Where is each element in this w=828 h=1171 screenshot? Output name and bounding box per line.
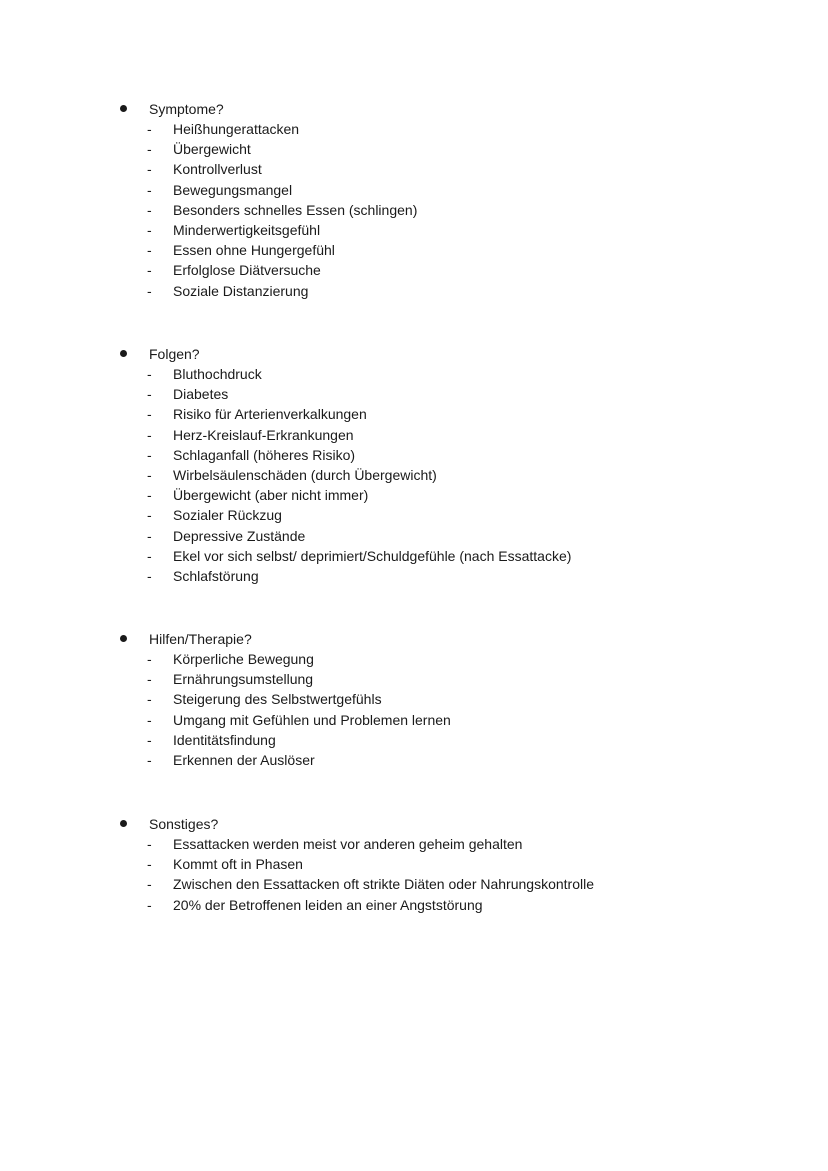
list-item-text: Erkennen der Auslöser	[173, 751, 315, 768]
list-item-text: Herz-Kreislauf-Erkrankungen	[173, 426, 354, 443]
dash-marker: -	[147, 181, 152, 198]
bullet-icon	[120, 635, 127, 642]
list-item	[120, 404, 800, 424]
dash-marker: -	[147, 896, 152, 913]
dash-marker: -	[147, 527, 152, 544]
dash-marker: -	[147, 711, 152, 728]
dash-marker: -	[147, 466, 152, 483]
dash-marker: -	[147, 547, 152, 564]
list-item-text: Heißhungerattacken	[173, 121, 300, 137]
list-item-text: Ernährungsumstellung	[173, 671, 314, 688]
bullet-icon	[120, 350, 127, 357]
list-item	[120, 895, 800, 915]
list-item	[120, 139, 800, 159]
list-item-text: Wirbelsäulenschäden (durch Übergewicht)	[173, 466, 437, 483]
list-item-text: Bluthochdruck	[173, 366, 262, 382]
list-item-text: Soziale Distanzierung	[173, 282, 309, 299]
section-heading	[120, 814, 800, 834]
list-item	[120, 465, 800, 485]
list-item-text: Ekel vor sich selbst/ deprimiert/Schuldgefühle (nach Essattacke)	[173, 547, 572, 564]
list-item	[120, 445, 800, 465]
section-title-sonstiges: Sonstiges?	[149, 816, 219, 832]
dash-marker: -	[147, 242, 152, 259]
section-title-hilfen: Hilfen/Therapie?	[149, 631, 252, 647]
list-item	[120, 159, 800, 179]
list-item	[120, 200, 800, 220]
list-item-text: Bewegungsmangel	[173, 181, 293, 198]
dash-marker: -	[147, 426, 152, 443]
dash-marker: -	[147, 487, 152, 504]
list-item	[120, 710, 800, 730]
list-item	[120, 240, 800, 260]
section-sonstiges	[120, 814, 800, 915]
section-symptome	[120, 99, 800, 301]
list-item	[120, 505, 800, 525]
list-item-text: 20% der Betroffenen leiden an einer Angststörung	[173, 896, 483, 913]
list-item-text: Besonders schnelles Essen (schlingen)	[173, 201, 418, 218]
dash-marker: -	[147, 406, 152, 423]
dash-marker: -	[147, 161, 152, 178]
list-item-text: Kontrollverlust	[173, 161, 262, 178]
hilfen-list	[120, 649, 800, 770]
list-item	[120, 485, 800, 505]
list-item	[120, 384, 800, 404]
list-item	[120, 750, 800, 770]
list-item	[120, 669, 800, 689]
dash-marker: -	[147, 731, 152, 748]
list-item	[120, 364, 800, 384]
list-item-text: Identitätsfindung	[173, 731, 276, 748]
dash-marker: -	[147, 507, 152, 524]
list-item-text: Depressive Zustände	[173, 527, 306, 544]
list-item	[120, 689, 800, 709]
dash-marker: -	[147, 201, 152, 218]
dash-marker: -	[147, 446, 152, 463]
section-heading	[120, 344, 800, 364]
list-item	[120, 260, 800, 280]
list-item	[120, 874, 800, 894]
list-item-text: Übergewicht (aber nicht immer)	[173, 487, 369, 504]
section-folgen	[120, 344, 800, 586]
list-item-text: Übergewicht	[173, 141, 251, 158]
dash-marker: -	[147, 856, 152, 873]
list-item-text: Schlaganfall (höheres Risiko)	[173, 446, 356, 463]
list-item-text: Risiko für Arterienverkalkungen	[173, 406, 367, 423]
sonstiges-list	[120, 834, 800, 915]
dash-marker: -	[147, 751, 152, 768]
list-item	[120, 649, 800, 669]
list-item-text: Minderwertigkeitsgefühl	[173, 221, 321, 238]
list-item	[120, 546, 800, 566]
dash-marker: -	[147, 876, 152, 893]
section-title-folgen: Folgen?	[149, 346, 200, 362]
list-item-text: Diabetes	[173, 386, 229, 403]
bullet-icon	[120, 105, 127, 112]
symptome-list	[120, 119, 800, 301]
section-heading	[120, 629, 800, 649]
section-title-symptome: Symptome?	[149, 101, 224, 117]
dash-marker: -	[147, 121, 152, 137]
list-item-text: Umgang mit Gefühlen und Problemen lernen	[173, 711, 451, 728]
dash-marker: -	[147, 282, 152, 299]
list-item	[120, 834, 800, 854]
list-item	[120, 526, 800, 546]
dash-marker: -	[147, 691, 152, 708]
bullet-icon	[120, 820, 127, 827]
folgen-list	[120, 364, 800, 586]
dash-marker: -	[147, 141, 152, 158]
section-heading	[120, 99, 800, 119]
dash-marker: -	[147, 262, 152, 279]
list-item-text: Steigerung des Selbstwertgefühls	[173, 691, 382, 708]
dash-marker: -	[147, 836, 152, 852]
dash-marker: -	[147, 671, 152, 688]
list-item-text: Schlafstörung	[173, 567, 259, 584]
list-item-text: Erfolglose Diätversuche	[173, 262, 321, 279]
dash-marker: -	[147, 366, 152, 382]
list-item-text: Körperliche Bewegung	[173, 651, 314, 667]
list-item	[120, 281, 800, 301]
list-item	[120, 854, 800, 874]
dash-marker: -	[147, 567, 152, 584]
list-item-text: Zwischen den Essattacken oft strikte Diäten oder Nahrungskontrolle	[173, 876, 594, 893]
list-item-text: Essen ohne Hungergefühl	[173, 242, 335, 259]
list-item-text: Kommt oft in Phasen	[173, 856, 303, 873]
list-item	[120, 180, 800, 200]
list-item	[120, 220, 800, 240]
section-hilfen-therapie	[120, 629, 800, 770]
list-item	[120, 566, 800, 586]
list-item	[120, 425, 800, 445]
list-item-text: Essattacken werden meist vor anderen geheim gehalten	[173, 836, 523, 852]
dash-marker: -	[147, 386, 152, 403]
list-item	[120, 119, 800, 139]
list-item-text: Sozialer Rückzug	[173, 507, 282, 524]
dash-marker: -	[147, 221, 152, 238]
list-item	[120, 730, 800, 750]
dash-marker: -	[147, 651, 152, 667]
